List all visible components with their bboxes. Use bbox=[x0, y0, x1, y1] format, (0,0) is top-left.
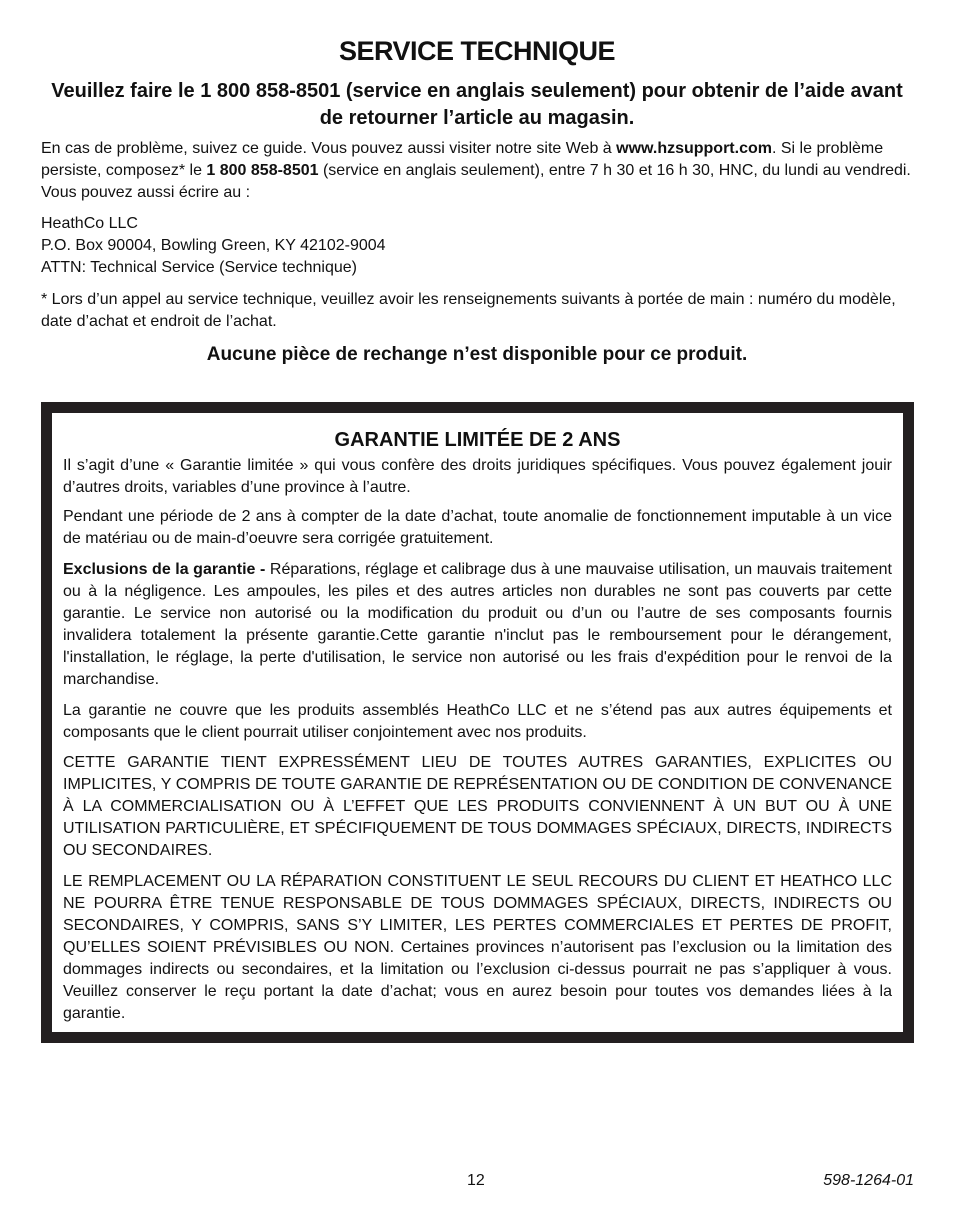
warranty-paragraph-remedy: LE REMPLACEMENT OU LA RÉPARATION CONSTITUENT LE SEUL RECOURS DU CLIENT ET HEATHCO LLC NE POURRA ÊTRE TENUE RESPONSABLE DE TOUS DOMMAGES SPÉCIAUX, DIRECTS, INDIRECTS OU SECONDAIRES, Y COMPRIS, SANS S’Y LIMITER, LES PERTES COMMERCIALES ET PERTES DE PROFIT, QU’ELLES SOIENT PRÉVISIBLES OU NON. Certaines provinces n’autorisent pas l’exclusion ou la limitation des dommages indirects ou secondaires, et la limitation ou l’exclusion ci-dessus pourrait ne pas s’appliquer à vous. Veuillez conserver le reçu portant la date d’achat; vous en aurez besoin pour toutes vos demandes liées à la garantie. bbox=[63, 873, 892, 1022]
intro-text-3: (service en anglais seulement), entre 7 h 30 et 16 h 30, HNC, du lundi au vendredi. Vous pouvez aussi écrire au : bbox=[41, 162, 911, 201]
warranty-paragraph-disclaimer: CETTE GARANTIE TIENT EXPRESSÉMENT LIEU DE TOUTES AUTRES GARANTIES, EXPLICITES OU IMPLICITES, Y COMPRIS DE TOUTE GARANTIE DE REPRÉSENTATION OU DE CONDITION DE CONVENANCE À LA COMMERCIALISATION OU À L’EFFET QUE LES PRODUITS CONVIENNENT À UN BUT OU À UNE UTILISATION PARTICULIÈRE, ET SPÉCIFIQUEMENT DE TOUS DOMMAGES SPÉCIAUX, DIRECTS, INDIRECTS OU SECONDAIRES. bbox=[63, 754, 892, 859]
phone-number: 1 800 858-8501 bbox=[206, 162, 319, 179]
address-line-company: HeathCo LLC bbox=[41, 215, 138, 232]
warranty-box-inner bbox=[50, 411, 905, 1034]
warranty-box bbox=[41, 402, 914, 1043]
intro-paragraph bbox=[41, 138, 914, 204]
call-note: * Lors d’un appel au service technique, veuillez avoir les renseignements suivants à portée de main : numéro du modèle, date d’achat et endroit de l’achat. bbox=[41, 291, 896, 330]
warranty-paragraph-rights: Il s’agit d’une « Garantie limitée » qui vous confère des droits juridiques spécifiques. Vous pouvez également jouir d’autres droits, variables d’une province à l’autre. bbox=[63, 457, 892, 496]
warranty-title: GARANTIE LIMITÉE DE 2 ANS bbox=[334, 429, 621, 451]
page-title: SERVICE TECHNIQUE bbox=[338, 36, 616, 66]
support-phone-banner: Veuillez faire le 1 800 858-8501 (service en anglais seulement) pour obtenir de l’aide avant de retourner l’article au magasin. bbox=[51, 80, 903, 129]
warranty-paragraph-exclusions bbox=[63, 559, 892, 691]
exclusions-label: Exclusions de la garantie - bbox=[63, 561, 270, 578]
warranty-paragraph-period: Pendant une période de 2 ans à compter de la date d’achat, toute anomalie de fonctionnement imputable à un vice de matériau ou de main-d’oeuvre sera corrigée gratuitement. bbox=[63, 508, 892, 547]
no-parts-notice: Aucune pièce de rechange n’est disponible pour ce produit. bbox=[206, 344, 748, 365]
mailing-address bbox=[41, 213, 914, 279]
warranty-paragraph-coverage: La garantie ne couvre que les produits assemblés HeathCo LLC et ne s’étend pas aux autres équipements et composants que le client pourrait utiliser conjointement avec nos produits. bbox=[63, 702, 892, 741]
address-line-pobox: P.O. Box 90004, Bowling Green, KY 42102-9004 bbox=[41, 237, 386, 254]
intro-text-2: . Si le problème persiste, composez* le bbox=[41, 140, 884, 179]
intro-text-1: En cas de problème, suivez ce guide. Vous pouvez aussi visiter notre site Web à bbox=[41, 140, 617, 157]
exclusions-text: Réparations, réglage et calibrage dus à une mauvaise utilisation, un mauvais traitement ou à la négligence. Les ampoules, les piles et des autres articles non durables ne sont pas couverts par cette garantie. Le service non autorisé ou la modification du produit ou d’un ou l’autre de ses composants fournis invalidera totalement la présente garantie.Cette garantie n'inclut pas le remboursement pour le dérangement, l'installation, le réglage, la perte d'utilisation, le service non autorisé ou les frais d'expédition pour le renvoi de la marchandise. bbox=[63, 561, 892, 688]
website-link[interactable]: www.hzsupport.com bbox=[616, 140, 772, 157]
address-line-attn: ATTN: Technical Service (Service technique) bbox=[41, 259, 357, 276]
document-code: 598-1264-01 bbox=[823, 1172, 914, 1189]
page-number: 12 bbox=[467, 1172, 485, 1189]
